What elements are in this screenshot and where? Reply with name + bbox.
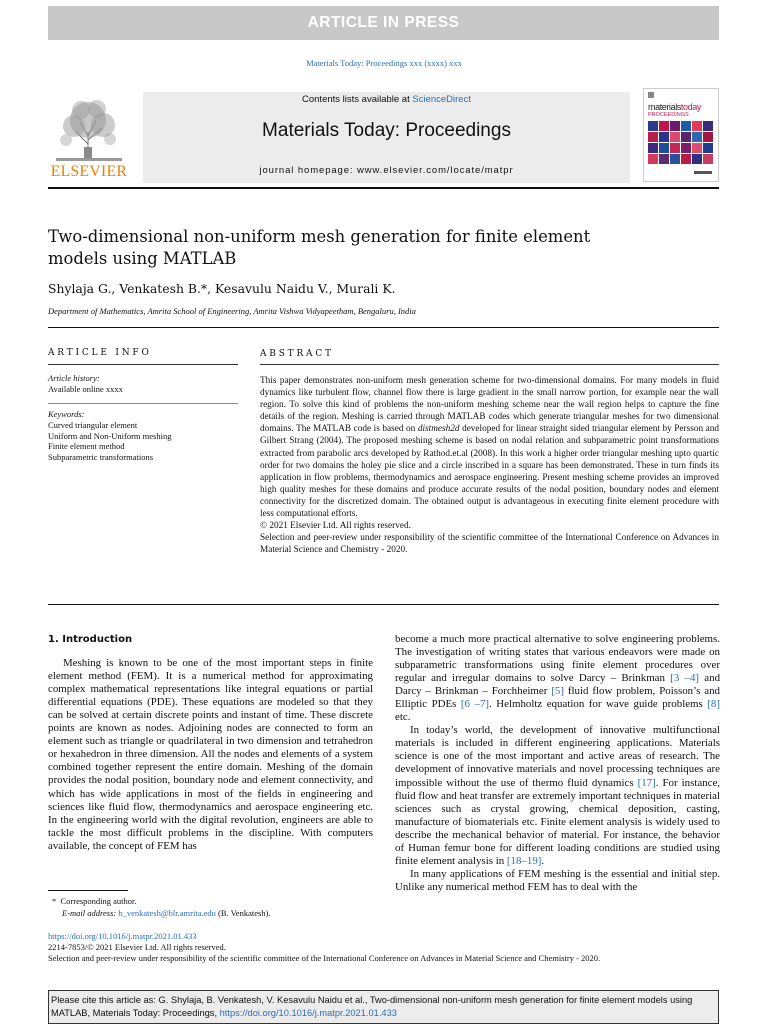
abstract-peer-review: Selection and peer-review under responsibility of the scientific committee of the International Conference on Advances in Material Science and Chemistry - 2020. <box>260 533 719 556</box>
body-text: . Helmholtz equation for wave guide problems <box>489 698 708 711</box>
title-rule <box>48 327 719 328</box>
masthead-rule <box>48 187 719 189</box>
contents-available-line <box>143 94 630 105</box>
body-paragraph: Meshing is known to be one of the most important steps in finite element method (FEM). It is a numerical method for approximating complex mathematical representations like integral equations or partial differential equations (PDE). These equations are modeled so that they can be solved at certain discrete points and instant of time. These discrete points are known as nodes. Adjoining nodes are connected to form an element such as triangle or quadrilateral in two dimension and tetrahedron or hexahedron in three dimension. All the nodes and elements of a system combined together represent the entire domain. Meshing of the domain provides the nodal position, boundary node and element connectivity, and which has wide applications in most of the fields in engineering and sciences like fluid flow, thermodynamics and aerospace engineering etc. In the engineering world with the digital revolution, engineers are able to tackle the most difficult problems in the discipline. With computers available, the concept of FEM has <box>48 657 373 852</box>
footnote-marker: * <box>52 896 57 906</box>
abstract-copyright: © 2021 Elsevier Ltd. All rights reserved. <box>260 521 411 532</box>
sciencedirect-link[interactable]: ScienceDirect <box>412 94 471 105</box>
section-heading-introduction: 1. Introduction <box>48 634 133 645</box>
citation-link[interactable]: [8] <box>707 698 720 711</box>
body-text: etc. <box>395 711 411 724</box>
footnote-email-line <box>48 907 271 919</box>
body-text: and Darcy – Brinkman – Forchheimer <box>395 672 721 698</box>
journal-cover-thumbnail <box>643 88 719 182</box>
abstract-paragraph <box>260 375 719 520</box>
bottom-peer-review: Selection and peer-review under responsibility of the scientific committee of the International Conference on Advances in Material Science and Chemistry - 2020. <box>48 953 601 963</box>
issn-line: 2214-7853/© 2021 Elsevier Ltd. All rights reserved. <box>48 942 226 952</box>
journal-homepage <box>143 165 630 176</box>
article-history <box>48 373 238 395</box>
doi-link[interactable]: https://doi.org/10.1016/j.matpr.2021.01.433 <box>48 931 197 941</box>
keyword-item: Curved triangular element <box>48 419 138 430</box>
footnote-corresponding: Corresponding author. <box>60 896 137 906</box>
journal-name: Materials Today: Proceedings <box>262 120 511 141</box>
publication-meta <box>48 931 728 964</box>
citation-link[interactable]: [3 –4] <box>670 672 700 685</box>
body-paragraph <box>395 633 720 724</box>
citation-box <box>48 990 719 1024</box>
article-in-press-banner: ARTICLE IN PRESS <box>48 6 719 40</box>
history-label: Article history: <box>48 373 100 383</box>
history-value: Available online xxxx <box>48 383 123 394</box>
article-info-heading: ARTICLE INFO <box>48 348 152 358</box>
citation-doi-link[interactable]: https://doi.org/10.1016/j.matpr.2021.01.433 <box>219 1007 397 1018</box>
abstract-text: developed for linear straight sided triangular element by Persson and Gilbert Strang (2004). The proposed meshing scheme is based on nodal relation and subparametric point transformations extracted from parabolic arcs developed by Rathod.et.al (2008). In this work a higher order triangular meshing upto quartic order for two domains the holey pie slice and a circle inscribed in a square has been demonstrated. These in turn finds its application in flow problems, thermodynamics and aerospace engineering. Present meshing scheme provides an improved high quality meshes for these domains and produce accurate results of the nodal position, boundary nodes and element connectivity for the discretized domain. The obtained output is advantageous in executing finite element procedure with less computational efforts. <box>260 424 719 520</box>
citation-link[interactable]: [6 –7] <box>460 698 490 711</box>
abstract-code-name: distmesh2d <box>417 424 460 435</box>
keywords-label: Keywords: <box>48 409 85 419</box>
corresponding-author-footnote <box>48 895 271 919</box>
body-column-left <box>48 633 373 853</box>
contents-prefix: Contents lists available at <box>302 94 413 105</box>
abstract-text: This paper demonstrates non-uniform mesh generation scheme for two-dimensional domains. For many models in fluid dynamics like turbulent flow, channel flow there is large gradient in the small narrow portion, for example near the wall region. To solve this kind of problems the non-uniform meshing scheme near the wall region helps to capture the fine details of the region. Meshing is carried through MATLAB codes which generate triangular meshes for two dimensional domains. The MATLAB code is based on <box>260 376 719 435</box>
keyword-item: Finite element method <box>48 441 125 452</box>
citation-link[interactable]: [5] <box>551 685 564 698</box>
email-link[interactable]: b_venkatesh@blr.amrita.edu <box>118 908 216 918</box>
abstract-heading: ABSTRACT <box>260 349 334 359</box>
citation-link[interactable]: [18–19] <box>506 854 542 867</box>
keywords-block <box>48 409 238 463</box>
footnote-line <box>48 895 271 907</box>
body-paragraph <box>395 724 720 868</box>
cover-subtitle: PROCEEDINGS <box>648 112 689 118</box>
keyword-item: Subparametric transformations <box>48 452 154 463</box>
citation-link[interactable]: [17] <box>637 776 656 789</box>
elsevier-wordmark: ELSEVIER <box>50 163 128 180</box>
body-paragraph: In many applications of FEM meshing is the essential and initial step. Unlike any numerical method FEM has to deal with the <box>395 867 720 893</box>
email-suffix: (B. Venkatesh). <box>215 908 271 918</box>
affiliation: Department of Mathematics, Amrita School of Engineering, Amrita Vishwa Vidyapeetham, Bengaluru, India <box>48 306 416 316</box>
abstract-end-rule <box>48 604 719 605</box>
abstract-rule <box>260 364 719 365</box>
body-text: fluid flow problem, Poisson’s and Elliptic PDEs <box>395 685 720 711</box>
keyword-item: Uniform and Non-Uniform meshing <box>48 430 172 441</box>
email-label: E-mail address: <box>62 908 119 918</box>
journal-reference[interactable]: Materials Today: Proceedings xxx (xxxx) xxx <box>306 58 462 68</box>
footnote-rule <box>48 890 128 891</box>
cover-title-b: today <box>680 102 701 112</box>
author-list: Shylaja G., Venkatesh B.*, Kesavulu Naidu V., Murali K. <box>48 281 396 296</box>
homepage-label: journal homepage: <box>259 165 358 176</box>
article-info-rule <box>48 364 238 365</box>
homepage-url[interactable]: www.elsevier.com/locate/matpr <box>357 165 514 176</box>
body-text: . <box>541 854 545 867</box>
keywords-rule <box>48 403 238 404</box>
abstract-body <box>260 375 719 556</box>
body-column-right <box>395 633 720 894</box>
citation-text: Please cite this article as: G. Shylaja, B. Venkatesh, V. Kesavulu Naidu et al., Two-dimensional non-uniform mesh generation for finite element models using MATLAB, Materials Today: Proceedings, <box>51 995 693 1018</box>
body-text: In today’s world, the development of innovative multifunctional materials is included in different engineering applications. Materials science is one of the most important and active areas of research. The development of innovative materials and novel processing techniques are impossible without the use of thermo fluid dynamics <box>395 724 720 789</box>
cover-title <box>648 103 701 112</box>
article-title: Two-dimensional non-uniform mesh generation for finite element models using MATLAB <box>48 227 591 268</box>
body-text: . For instance, fluid flow and heat transfer are extremely important techniques in material sciences such as crystal growing, chemical deposition, casting, manufacture of biomaterials etc. Finite element analysis is widely used to describe the mechanical behavior of material. For instance, the behavior of Human femur bone for different loading conditions are studied using finite element analysis in <box>395 776 721 867</box>
body-text: become a much more practical alternative to solve engineering problems. The investigation of writing states that various endeavors were made on subparametric transformations using finite element procedures over regular and irregular domains to solve Darcy – Brinkman <box>395 633 720 685</box>
cover-title-a: materials <box>648 102 681 112</box>
